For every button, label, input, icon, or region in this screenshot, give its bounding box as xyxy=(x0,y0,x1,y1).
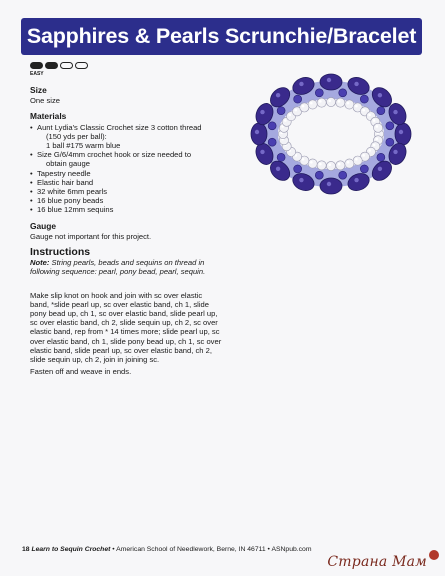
publisher-info: • American School of Needlework, Berne, IN 46711 • ASNpub.com xyxy=(110,546,312,553)
pony-bead xyxy=(386,138,394,146)
material-item xyxy=(30,123,250,151)
sequin-highlight xyxy=(378,167,382,171)
pearl-highlight xyxy=(338,163,341,166)
book-title: Learn to Sequin Crochet xyxy=(31,546,111,553)
pearl-highlight xyxy=(288,114,291,117)
pearl xyxy=(317,98,326,107)
sequin xyxy=(320,74,342,90)
pony-bead xyxy=(377,153,385,161)
pearl xyxy=(345,159,354,168)
pony-bead xyxy=(377,107,385,115)
pearl xyxy=(336,98,345,107)
pony-bead xyxy=(360,95,368,103)
pearl xyxy=(373,123,382,132)
sequin-highlight xyxy=(260,110,264,114)
pearl-highlight xyxy=(319,100,322,103)
sequin-highlight xyxy=(276,167,280,171)
skill-level xyxy=(30,62,88,77)
pearl-highlight xyxy=(375,125,378,128)
pearl-highlight xyxy=(328,99,331,102)
sequin-highlight xyxy=(354,178,358,182)
skill-segment xyxy=(75,62,88,69)
material-text: Aunt Lydia's Classic Crochet size 3 cotton thread xyxy=(37,122,202,132)
bracelet-photo xyxy=(238,68,418,208)
site-watermark xyxy=(327,554,439,570)
page-title: Sapphires & Pearls Scrunchie/Bracelet xyxy=(26,24,417,48)
material-subline: (150 yds per ball): xyxy=(46,131,107,141)
instruction-line: band, *slide pearl up, sc over elastic band, ch 1, slide xyxy=(30,299,209,309)
instructions-heading: Instructions xyxy=(30,246,91,258)
note-label: Note: xyxy=(30,258,50,268)
instruction-line: slide sequin up, ch 2, join in joining sc. xyxy=(30,355,160,365)
sequin-highlight xyxy=(260,150,264,154)
instructions-section xyxy=(30,248,290,376)
note-line: String pearls, beads and sequins on thread in xyxy=(51,258,205,268)
pearl-highlight xyxy=(362,154,365,157)
sequin-highlight xyxy=(327,182,331,186)
skill-segment xyxy=(60,62,73,69)
size-value: One size xyxy=(30,96,60,106)
skill-segment xyxy=(45,62,58,69)
gauge-heading: Gauge xyxy=(30,220,57,231)
pearl-highlight xyxy=(281,125,284,128)
skill-level-label: EASY xyxy=(30,71,44,77)
pearl-highlight xyxy=(302,105,305,108)
watermark-text: Страна Мам xyxy=(327,554,427,570)
pearl-highlight xyxy=(310,161,313,164)
instruction-line: Make slip knot on hook and join with sc over elastic xyxy=(30,290,203,300)
pearl-highlight xyxy=(294,109,297,112)
pony-bead xyxy=(360,165,368,173)
gauge-value: Gauge not important for this project. xyxy=(30,231,152,241)
bracelet-illustration xyxy=(251,74,411,194)
pearl-highlight xyxy=(347,161,350,164)
pearl xyxy=(308,159,317,168)
size-heading: Size xyxy=(30,85,47,95)
sequin-highlight xyxy=(354,82,358,86)
material-text: Size G/6/4mm crochet hook or size needed to xyxy=(37,150,192,160)
material-item: • 16 blue pony beads xyxy=(30,196,250,205)
pony-bead xyxy=(339,171,347,179)
pearl-highlight xyxy=(310,102,313,105)
pearl-highlight xyxy=(373,144,376,147)
material-subline: obtain gauge xyxy=(46,159,90,169)
pearl-highlight xyxy=(368,114,371,117)
instruction-line: elastic band, slide pearl up, sc over elastic band, ch 2, xyxy=(30,345,212,355)
sequin-highlight xyxy=(276,93,280,97)
material-subline: 1 ball #175 warm blue xyxy=(46,141,121,151)
pearl-highlight xyxy=(362,109,365,112)
sequin-highlight xyxy=(327,78,331,82)
pony-bead xyxy=(277,107,285,115)
pearl xyxy=(317,161,326,170)
sequin-highlight xyxy=(393,110,397,114)
pony-bead xyxy=(386,122,394,130)
material-item xyxy=(30,150,250,168)
sequin-highlight xyxy=(399,130,403,134)
pony-bead xyxy=(277,153,285,161)
pearl-highlight xyxy=(368,149,371,152)
pearl-highlight xyxy=(328,163,331,166)
sequin-highlight xyxy=(299,178,303,182)
materials-list xyxy=(30,123,250,215)
material-item: • Tapestry needle xyxy=(30,169,250,178)
page-number: 18 xyxy=(22,546,30,553)
pony-bead xyxy=(268,138,276,146)
sequin-highlight xyxy=(393,150,397,154)
instruction-line: elastic band, rep from * 14 times more; slide pearl up, sc xyxy=(30,327,220,337)
instructions-body xyxy=(30,291,290,365)
pony-bead xyxy=(294,95,302,103)
title-banner xyxy=(21,18,422,55)
sequin xyxy=(251,123,267,145)
pony-bead xyxy=(315,171,323,179)
note xyxy=(30,258,290,276)
material-item: • Elastic hair band xyxy=(30,178,250,187)
pearl-highlight xyxy=(347,102,350,105)
pearl-highlight xyxy=(302,158,305,161)
sequin xyxy=(320,178,342,194)
pearl-highlight xyxy=(355,105,358,108)
sequin-highlight xyxy=(255,130,259,134)
pearl-highlight xyxy=(375,138,378,141)
instruction-line: sc over elastic band, ch 2, slide sequin up, ch 2, sc over xyxy=(30,318,218,328)
pearl xyxy=(308,100,317,109)
instruction-line: over elastic band, ch 1, slide pony bead up, ch 1, sc over xyxy=(30,336,222,346)
pearl-highlight xyxy=(373,119,376,122)
pearl xyxy=(300,103,309,112)
skill-segment xyxy=(30,62,43,69)
page-footer xyxy=(22,546,311,553)
skill-level-bar xyxy=(30,62,88,69)
pearl xyxy=(336,161,345,170)
materials-heading: Materials xyxy=(30,111,67,122)
watermark-logo-icon xyxy=(429,550,439,560)
pearl-highlight xyxy=(355,158,358,161)
material-item: • 16 blue 12mm sequins xyxy=(30,205,250,214)
pony-bead xyxy=(315,89,323,97)
material-item: • 32 white 6mm pearls xyxy=(30,187,250,196)
pearl xyxy=(326,161,335,170)
pearl xyxy=(326,97,335,106)
pearl xyxy=(345,100,354,109)
pony-bead xyxy=(294,165,302,173)
sequin xyxy=(395,123,411,145)
sequin-highlight xyxy=(299,82,303,86)
sequin-highlight xyxy=(378,93,382,97)
pearl-highlight xyxy=(284,119,287,122)
pony-bead xyxy=(339,89,347,97)
note-line: following sequence: pearl, pony bead, pearl, sequin. xyxy=(30,267,206,277)
pearl-highlight xyxy=(319,163,322,166)
fasten-off-line: Fasten off and weave in ends. xyxy=(30,367,132,377)
pearl-highlight xyxy=(338,100,341,103)
pearl xyxy=(353,156,362,165)
requirements-column xyxy=(30,86,250,241)
instruction-line: pony bead up, ch 1, sc over elastic band, slide pearl up, xyxy=(30,309,218,319)
pony-bead xyxy=(268,122,276,130)
